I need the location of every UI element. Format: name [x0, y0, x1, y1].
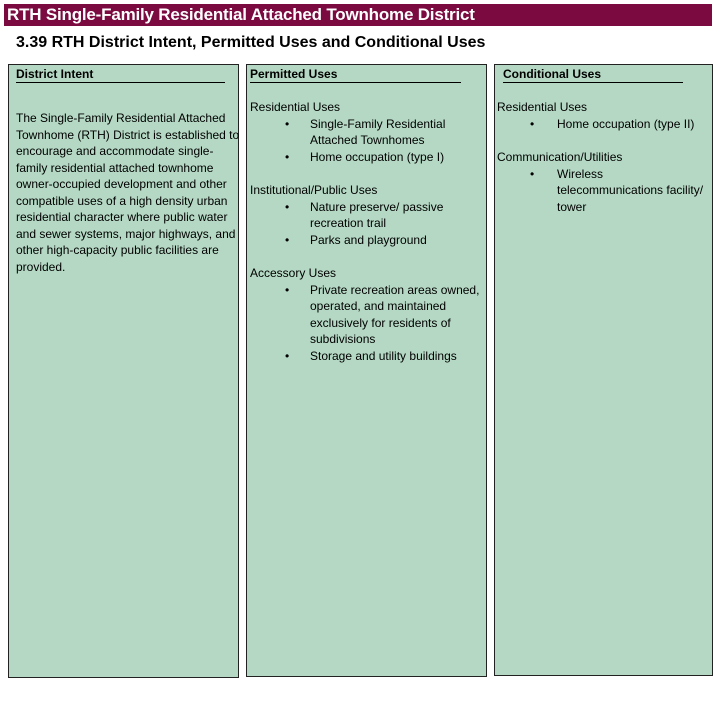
- permitted-uses-groups: [250, 99, 482, 381]
- use-item-text: Private recreation areas owned, operated, and maintained exclusively for residents of subdivisions: [310, 282, 480, 346]
- bullet-icon: •: [285, 232, 290, 247]
- use-list-item: [250, 149, 482, 166]
- use-list-item: [250, 232, 482, 249]
- district-intent-heading: District Intent: [16, 67, 225, 83]
- use-list-item: [250, 348, 482, 365]
- use-list: [497, 116, 709, 133]
- district-banner: RTH Single-Family Residential Attached Townhome District: [4, 4, 712, 26]
- use-group: [250, 265, 482, 364]
- use-list: [250, 282, 482, 365]
- use-group-title: Institutional/Public Uses: [250, 183, 378, 197]
- section-title: 3.39 RTH District Intent, Permitted Uses and Conditional Uses: [16, 34, 486, 51]
- conditional-uses-column: [494, 64, 713, 676]
- use-list-item: [250, 116, 482, 149]
- permitted-uses-heading: Permitted Uses: [250, 67, 461, 83]
- use-group: [497, 149, 709, 215]
- bullet-icon: •: [285, 199, 290, 214]
- use-item-text: Single-Family Residential Attached Townhomes: [310, 116, 446, 147]
- bullet-icon: •: [530, 116, 535, 131]
- use-group-title: Accessory Uses: [250, 266, 337, 280]
- bullet-icon: •: [285, 116, 290, 131]
- use-list: [250, 199, 482, 249]
- use-group: [497, 99, 709, 132]
- use-group-title: Residential Uses: [250, 100, 341, 114]
- use-group-title: Communication/Utilities: [497, 150, 623, 164]
- bullet-icon: •: [530, 166, 535, 181]
- permitted-uses-column: [246, 64, 487, 677]
- bullet-icon: •: [285, 282, 290, 297]
- use-item-text: Home occupation (type II): [557, 116, 695, 131]
- use-list-item: [497, 116, 709, 133]
- conditional-uses-heading: Conditional Uses: [503, 67, 683, 83]
- use-list: [250, 116, 482, 166]
- conditional-uses-groups: [497, 99, 709, 232]
- use-item-text: Wireless telecommunications facility/ tower: [557, 166, 704, 214]
- district-intent-text: The Single-Family Residential Attached Townhome (RTH) District is established to encourage and accommodate single-family residential attached townhome owner-occupied development and other compatible uses of a high density urban residential character where public water and sewer systems, major highways, and other high-capacity public facilities are provided.: [16, 111, 240, 274]
- use-group: [250, 182, 482, 248]
- district-intent-column: [8, 64, 239, 678]
- use-list-item: [250, 282, 482, 348]
- bullet-icon: •: [285, 348, 290, 363]
- use-item-text: Nature preserve/ passive recreation trail: [310, 199, 444, 230]
- use-group-title: Residential Uses: [497, 100, 588, 114]
- use-item-text: Home occupation (type I): [310, 149, 445, 164]
- use-list-item: [250, 199, 482, 232]
- bullet-icon: •: [285, 149, 290, 164]
- use-item-text: Parks and playground: [310, 232, 427, 247]
- use-item-text: Storage and utility buildings: [310, 348, 457, 363]
- use-list-item: [497, 166, 709, 216]
- use-group: [250, 99, 482, 165]
- use-list: [497, 166, 709, 216]
